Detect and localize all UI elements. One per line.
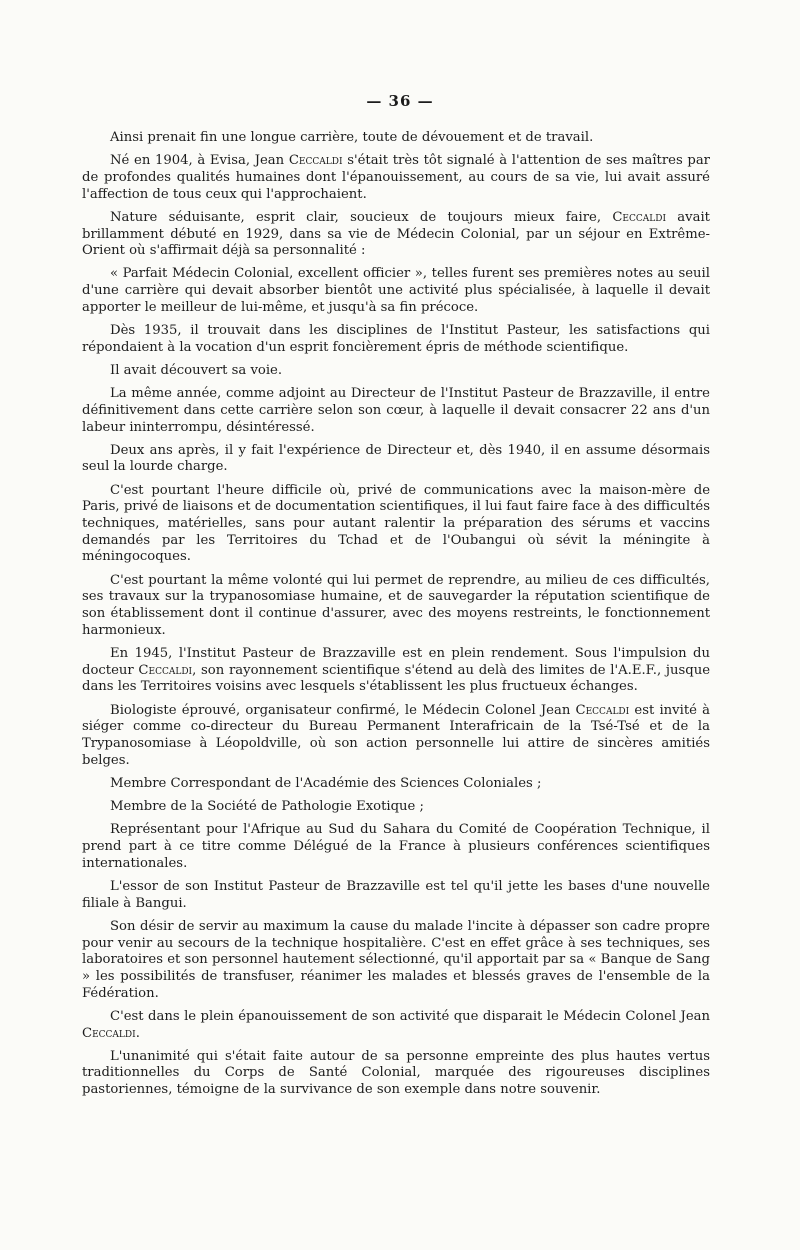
name-smallcaps: Ceccaldi xyxy=(138,662,193,678)
text-segment: Membre de la Société de Pathologie Exotique ; xyxy=(110,799,424,815)
paragraph xyxy=(82,799,710,816)
text-segment: , son rayonnement scientifique s'étend au delà des limites de l'A.E.F., jusque dans les Territoires voisins avec lesquels s'établissent les plus fructueux échanges. xyxy=(82,662,710,695)
paragraph xyxy=(82,919,710,1003)
text-segment: Dès 1935, il trouvait dans les disciplines de l'Institut Pasteur, les satisfactions qui répondaient à la vocation d'un esprit foncièrement épris de méthode scientifique. xyxy=(82,323,710,355)
text-segment: « Parfait Médecin Colonial, excellent officier », telles furent ses premières notes au seuil d'une carrière qui devait absorber bientôt une activité plus spécialisée, à laquelle il devait apporter le meilleur de lui-même, et jusqu'à sa fin précoce. xyxy=(82,266,710,315)
text-segment: Né en 1904, à Evisa, Jean xyxy=(110,153,289,169)
text-segment: Il avait découvert sa voie. xyxy=(110,362,283,378)
paragraph xyxy=(82,266,710,316)
text-segment: . xyxy=(135,1025,140,1041)
text-segment: Son désir de servir au maximum la cause du malade l'incite à dépasser son cadre propre pour venir au secours de la technique hospitalière. C'est en effet grâce à ses techniques, ses laboratoires et son personnel hautement sélectionné, qu'il apportait par sa « Banque de Sang » les possibilités de transfuser, réanimer les malades et blessés graves de l'ensemble de la Fédération. xyxy=(82,918,710,1001)
paragraph xyxy=(82,323,710,356)
paragraph xyxy=(82,363,710,380)
paragraph xyxy=(82,573,710,640)
text-segment: Membre Correspondant de l'Académie des Sciences Coloniales ; xyxy=(110,775,542,791)
text-segment: C'est pourtant la même volonté qui lui permet de reprendre, au milieu de ces difficultés, ses travaux sur la trypanosomiase humaine, et de sauvegarder la réputation scientifique de son établissement dont il continue d'assurer, avec des moyens restreints, le fonctionnement harmonieux. xyxy=(82,572,710,638)
paragraph xyxy=(82,1009,710,1042)
paragraph xyxy=(82,822,710,872)
page-number: — 36 — xyxy=(366,92,434,110)
text-segment: En 1945, l'Institut Pasteur de Brazzaville est en plein rendement. Sous l'impulsion du docteur xyxy=(82,645,710,678)
name-smallcaps: Ceccaldi xyxy=(288,153,343,169)
text-segment: C'est dans le plein épanouissement de son activité que disparait le Médecin Colonel Jean xyxy=(110,1008,710,1024)
text-segment: L'essor de son Institut Pasteur de Brazzaville est tel qu'il jette les bases d'une nouvelle filiale à Bangui. xyxy=(82,878,710,911)
paragraph xyxy=(82,153,710,203)
text-segment: Représentant pour l'Afrique au Sud du Sahara du Comité de Coopération Technique, il prend part à ce titre comme Délégué de la France à plusieurs conférences scientifiques internationales. xyxy=(82,822,710,871)
text-segment: L'unanimité qui s'était faite autour de sa personne empreinte des plus hautes vertus traditionnelles du Corps de Santé Colonial, marquée des rigoureuses disciplines pastoriennes, témoigne de la survivance de son exemple dans notre souvenir. xyxy=(82,1048,710,1098)
body-text xyxy=(82,130,710,1105)
paragraph xyxy=(82,1049,710,1099)
text-segment: C'est pourtant l'heure difficile où, privé de communications avec la maison-mère de Paris, privé de liaisons et de documentation scientifiques, il lui faut faire face à des difficultés techniques, matérielles, sans pour autant ralentir la préparation des sérums et vaccins demandés par les Territoires du Tchad et de l'Oubangui où sévit la méningite à méningocoques. xyxy=(82,482,710,565)
text-segment: s'était très tôt signalé à l'attention de ses maîtres par de profondes qualités humaines dont l'épanouissement, au cours de sa vie, lui avait assuré l'affection de tous ceux qui l'approchaient. xyxy=(82,153,710,202)
text-segment: Nature séduisante, esprit clair, soucieux de toujours mieux faire, xyxy=(110,209,613,225)
name-smallcaps: Ceccaldi xyxy=(612,209,667,225)
text-segment: est invité à siéger comme co-directeur du Bureau Permanent Interafricain de la Tsé-Tsé et de la Trypanosomiase à Léopoldville, où son action personnelle lui attire de sincères amitiés belges. xyxy=(82,702,710,768)
text-segment: La même année, comme adjoint au Directeur de l'Institut Pasteur de Brazzaville, il entre définitivement dans cette carrière selon son cœur, à laquelle il devait consacrer 22 ans d'un labeur ininterrompu, désintéressé. xyxy=(82,386,710,435)
paragraph xyxy=(82,443,710,476)
text-segment: avait brillamment débuté en 1929, dans sa vie de Médecin Colonial, par un séjour en Extrême-Orient où s'affirmait déjà sa personnalité : xyxy=(82,209,710,259)
paragraph xyxy=(82,646,710,696)
name-smallcaps: Ceccaldi xyxy=(575,702,630,718)
text-segment: Deux ans après, il y fait l'expérience de Directeur et, dès 1940, il en assume désormais seul la lourde charge. xyxy=(82,442,710,475)
paragraph xyxy=(82,879,710,912)
paragraph xyxy=(82,703,710,770)
text-segment: Ainsi prenait fin une longue carrière, toute de dévouement et de travail. xyxy=(110,130,594,145)
paragraph xyxy=(82,210,710,260)
paragraph xyxy=(82,776,710,793)
text-segment: Biologiste éprouvé, organisateur confirmé, le Médecin Colonel Jean xyxy=(110,702,576,718)
paragraph xyxy=(82,386,710,436)
paragraph xyxy=(82,130,710,147)
paragraph xyxy=(82,483,710,567)
name-smallcaps: Ceccaldi xyxy=(82,1025,136,1041)
